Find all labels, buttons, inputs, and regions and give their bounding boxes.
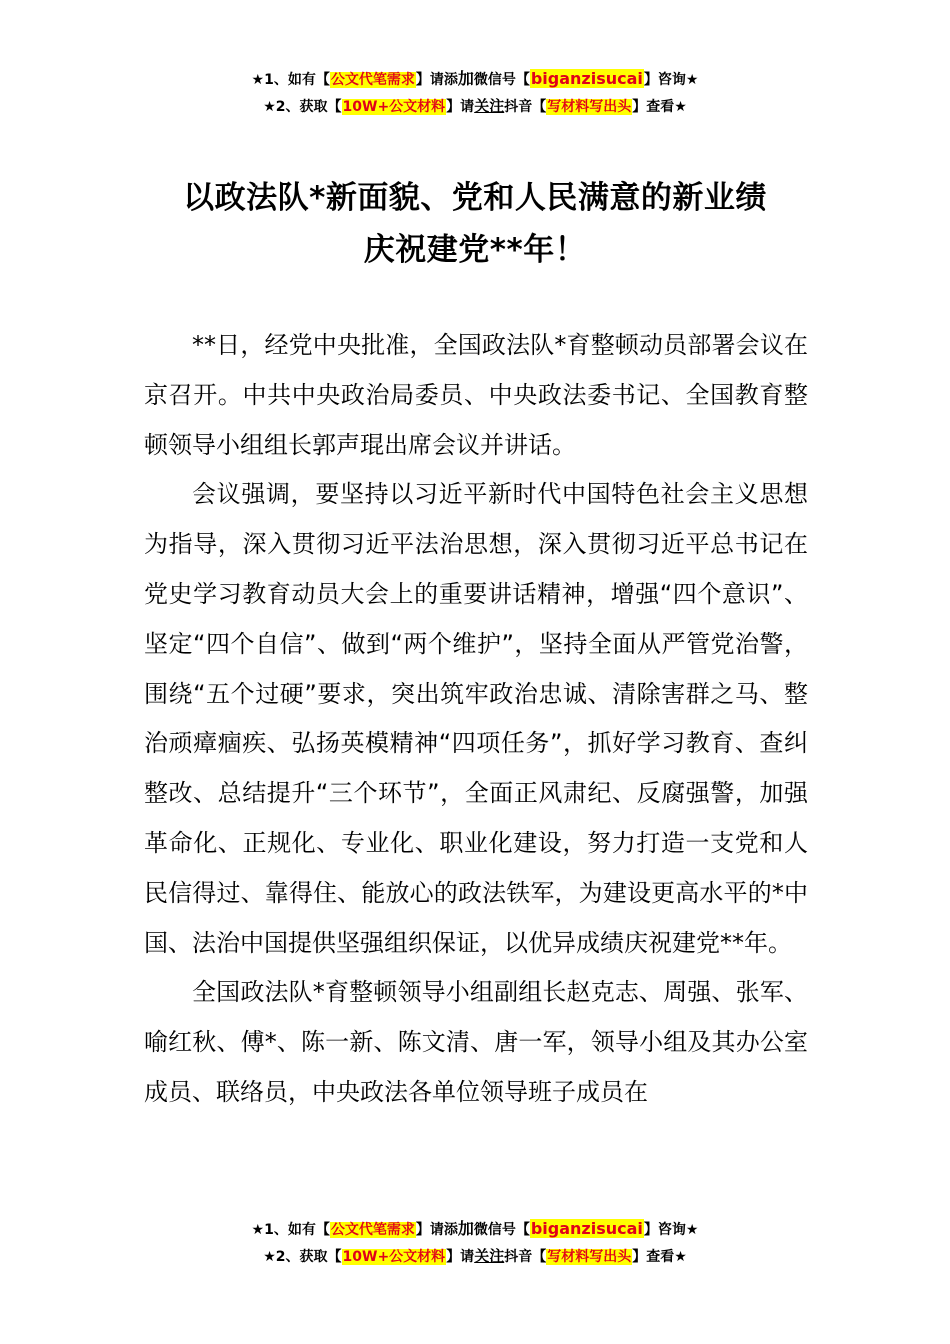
promo-text: 加 [457, 69, 474, 88]
promo-text: 关注 [474, 1247, 505, 1265]
promo-text: 抖音【 [504, 1249, 547, 1265]
highlight-wechat-id: biganzisucai [530, 69, 643, 88]
title-line-1: 以政法队*新面貌、党和人民满意的新业绩 [183, 180, 767, 216]
highlight-text: 公文代笔需求 [330, 72, 415, 88]
promo-text: 加 [457, 1219, 474, 1238]
promo-text: 】咨询★ [643, 1222, 699, 1238]
highlight-text: 10W+公文材料 [342, 99, 446, 115]
promo-text: 】请 [446, 99, 475, 115]
body-paragraph: 会议强调，要坚持以习近平新时代中国特色社会主义思想为指导，深入贯彻习近平法治思想，深入贯彻习近平总书记在党史学习教育动员大会上的重要讲话精神，增强“四个意识”、坚定“四个自信”、做到“两个维护”，坚持全面从严管党治警，围绕“五个过硬”要求，突出筑牢政治忠诚、清除害群之马、整治顽瘴痼疾、弘扬英模精神“四项任务”，抓好学习教育、查纠整改、总结提升“三个环节”，全面正风肃纪、反腐强警，加强革命化、正规化、专业化、职业化建设，努力打造一支党和人民信得过、靠得住、能放心的政法铁军，为建设更高水平的*中国、法治中国提供坚强组织保证，以优异成绩庆祝建党**年。 [144, 480, 808, 957]
highlight-wechat-id: biganzisucai [530, 1219, 643, 1238]
promo-text: ★2、获取【 [263, 1249, 342, 1265]
promo-line-1 [0, 66, 950, 93]
promo-banner-top [0, 66, 950, 120]
document-title [100, 172, 850, 276]
title-line-2: 庆祝建党**年！ [363, 232, 587, 268]
document-body [144, 321, 808, 1118]
promo-text: ★1、如有【 [251, 1222, 330, 1238]
promo-text: 微信号【 [473, 72, 530, 88]
promo-line-2 [0, 1243, 950, 1270]
promo-banner-bottom [0, 1216, 950, 1270]
promo-text: 】查看★ [632, 99, 687, 115]
body-paragraph: 全国政法队*育整顿领导小组副组长赵克志、周强、张军、喻红秋、傅*、陈一新、陈文清、唐一军，领导小组及其办公室成员、联络员，中央政法各单位领导班子成员在 [144, 978, 808, 1106]
body-paragraph: **日，经党中央批准，全国政法队*育整顿动员部署会议在京召开。中共中央政治局委员、中央政法委书记、全国教育整顿领导小组组长郭声琨出席会议并讲话。 [144, 331, 808, 459]
promo-text: 】查看★ [632, 1249, 687, 1265]
promo-line-2 [0, 93, 950, 120]
promo-text: 】请添 [415, 1222, 458, 1238]
promo-text: ★2、获取【 [263, 99, 342, 115]
promo-text: 抖音【 [504, 99, 547, 115]
promo-line-1 [0, 1216, 950, 1243]
highlight-douyin-id: 写材料写出头 [547, 99, 632, 115]
highlight-text: 10W+公文材料 [342, 1249, 446, 1265]
highlight-text: 公文代笔需求 [330, 1222, 415, 1238]
promo-text: ★1、如有【 [251, 72, 330, 88]
promo-text: 】请添 [415, 72, 458, 88]
promo-text: 微信号【 [473, 1222, 530, 1238]
promo-text: 】咨询★ [643, 72, 699, 88]
promo-text: 关注 [474, 97, 505, 115]
highlight-douyin-id: 写材料写出头 [547, 1249, 632, 1265]
promo-text: 】请 [446, 1249, 475, 1265]
